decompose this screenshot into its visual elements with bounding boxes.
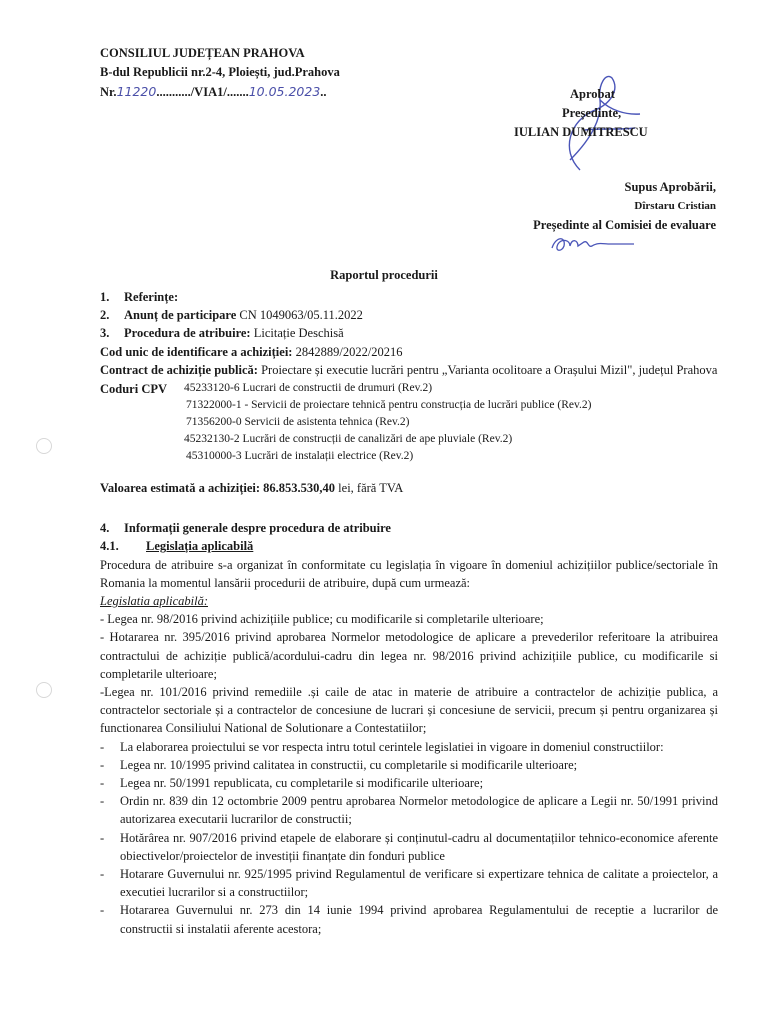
commission-president-name: Dîrstaru Cristian [634,200,716,212]
cpv-item: 71356200-0 Servicii de asistenta tehnica (Rev.2) [186,416,410,429]
list-item: - Hotararea Guvernului nr. 273 din 14 iunie 1994 privind aprobarea Regulamentului de receptie a lucrarilor de constructii si instalatii aferente acestora; [100,903,718,936]
cpv-codes [100,380,718,465]
legislation-paragraph: - Hotararea nr. 395/2016 privind aprobarea Normelor metodologice de aplicare a prevederilor referitoare la atribuirea contractului de achiziție publică/acordului-cadru din legea nr. 98/2016 privind achizițiile publice, cu modificarile si completarile ulterioare; [100,630,718,681]
report-title: Raportul procedurii [330,268,438,282]
cpv-item: 45232130-2 Lucrări de construcții de canalizări de ape pluviale (Rev.2) [184,433,513,446]
section-4-1-heading: 4.1. Legislația aplicabilă [100,539,254,554]
list-item: - Hotarare Guvernului nr. 925/1995 privind Regulamentul de verificare si expertizare tehnica de calitate a proiectelor, a executiei lucrarilor si a constructiilor; [100,867,718,900]
institution-address: B-dul Republicii nr.2-4, Ploiești, jud.Prahova [100,65,340,79]
cpv-item: 71322000-1 - Servicii de proiectare tehnică pentru construcția de lucrări publice (Rev.2) [186,399,592,412]
list-item: - La elaborarea proiectului se vor respecta intru totul cerintele legislatiei in vigoare in domeniul constructiilor: [100,739,664,754]
commission-president-role: Președinte al Comisiei de evaluare [533,218,716,232]
acquisition-code: Cod unic de identificare a achiziției: 2842889/2022/20216 [100,344,403,359]
commission-signature [548,230,638,263]
legislation-label: Legislatia aplicabilă: [100,594,208,609]
registration-number: Nr.11220.........../VIA1/.......10.05.2023.. [100,84,327,99]
item-procedure: 3. Procedura de atribuire: Licitație Deschisă [100,326,344,341]
list-item: - Ordin nr. 839 din 12 octombrie 2009 pentru aprobarea Normelor metodologice de aplicare a Legii nr. 50/1991 privind autorizarea executarii lucrarilor de constructii; [100,794,718,827]
item-references: 1. Referințe: [100,290,179,304]
section-4-heading: 4. Informații generale despre procedura de atribuire [100,521,391,536]
approved-label: Aprobat [570,87,615,101]
legislation-paragraph: - Legea nr. 98/2016 privind achizițiile publice; cu modificarile si completarile ulterioare; [100,612,544,627]
cpv-item: 45233120-6 Lucrari de constructii de drumuri (Rev.2) [184,382,433,395]
punch-hole-mark [36,438,52,454]
section-intro: Procedura de atribuire s-a organizat în conformitate cu legislația în vigoare în domeniul achizițiilor publice/sectoriale în Romania la momentul lansării procedurii de atribuire, după cum urmează: [100,557,718,590]
list-item: - Legea nr. 50/1991 republicata, cu completarile si modificarile ulterioare; [100,776,484,791]
cpv-label: Coduri CPV [100,382,168,397]
president-role: Președinte, [562,106,622,120]
contract-description: Contract de achiziție publică: Proiectare și executie lucrări pentru „Varianta ocolitoare a Orașului Mizil", județul Prahova [100,362,718,377]
punch-hole-mark [36,682,52,698]
president-name: IULIAN DUMITRESCU [514,125,648,139]
list-item: - Legea nr. 10/1995 privind calitatea in constructii, cu completarile si modificarile ulterioare; [100,757,578,772]
handwritten-date: 10.05.2023 [248,84,321,99]
list-item: - Hotărârea nr. 907/2016 privind etapele de elaborare și conținutul-cadru al documentațiilor tehnico-economice aferente obiectivelor/proiectelor de investiții finanțate din fonduri publice [100,830,718,863]
submission-label: Supus Aprobării, [624,180,716,194]
report-body [100,288,718,938]
legislation-paragraph: -Legea nr. 101/2016 privind remediile .și caile de atac in materie de atribuire a contractelor de achiziție publica, a contractelor sectoriale și a contractelor de concesiune de lucrari și concesiune de servicii, precum și pentru organizarea și functionarea Consiliului National de Solutionare a Contestatiilor; [100,685,718,736]
cpv-item: 45310000-3 Lucrări de instalații electrice (Rev.2) [186,450,414,463]
letterhead [100,44,340,102]
item-participation-notice: 2. Anunț de participare CN 1049063/05.11.2022 [100,308,363,323]
institution-name: CONSILIUL JUDEȚEAN PRAHOVA [100,46,305,60]
approval-block [508,85,668,142]
cpv-list [184,380,591,465]
estimated-value: Valoarea estimată a achiziției: 86.853.530,40 lei, fără TVA [100,481,404,496]
submission-block [533,178,716,235]
handwritten-number: 11220 [116,84,157,99]
